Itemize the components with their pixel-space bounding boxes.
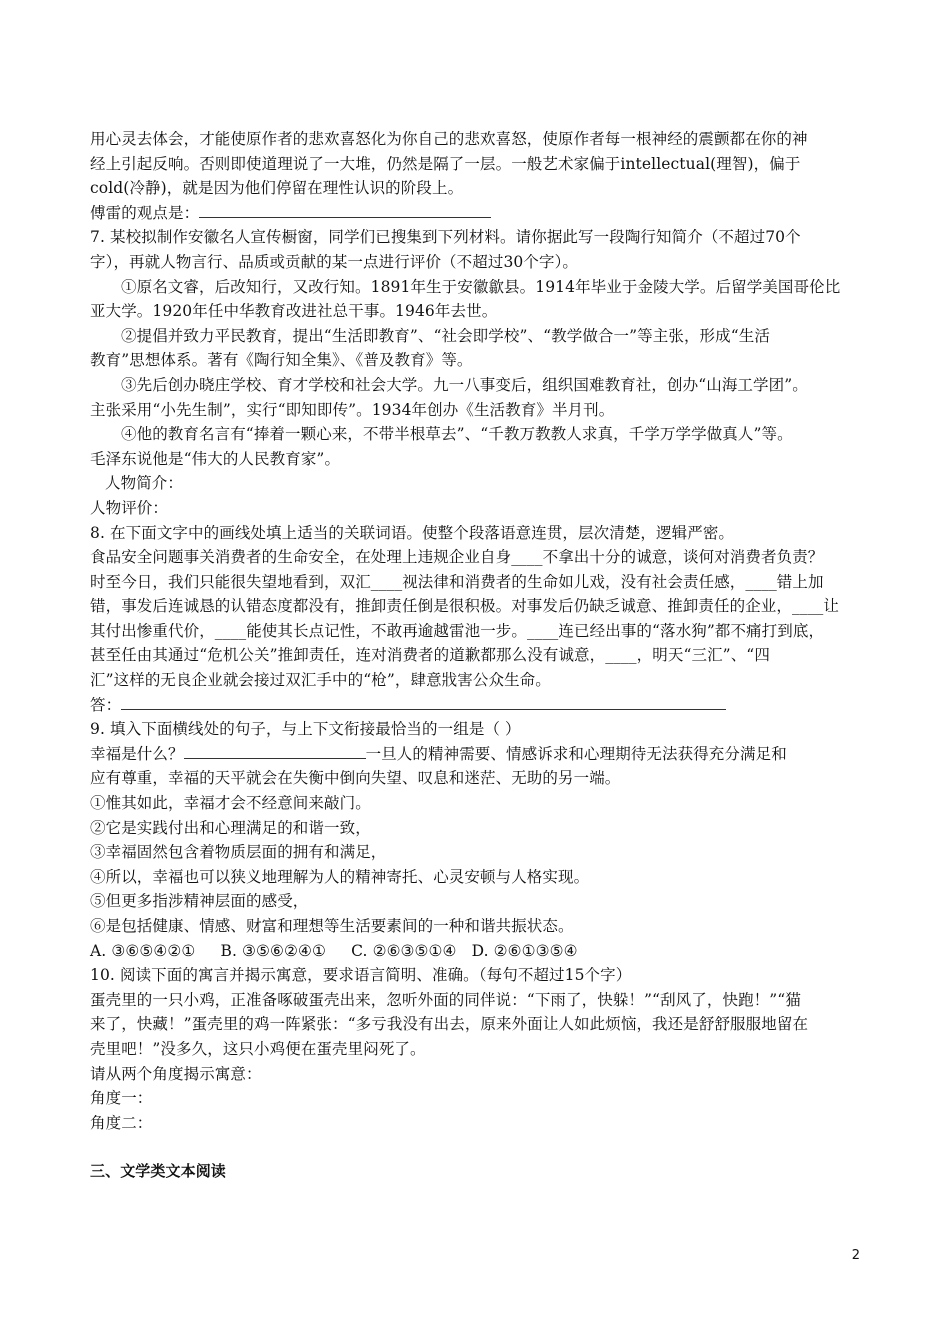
text-line: 错，事发后连诚恳的认错态度都没有，推卸责任倒是很积极。对事发后仍缺乏诚意、推卸责任的企业，____让: [90, 597, 840, 616]
fill-blank[interactable]: [184, 742, 366, 759]
text-line: 请从两个角度揭示寓意：: [90, 1064, 262, 1083]
text-line: 教育”思想体系。著有《陶行知全集》、《普及教育》等。: [90, 351, 473, 370]
option-sentence: ③幸福固然包含着物质层面的拥有和满足，: [90, 843, 387, 862]
option-sentence: ②它是实践付出和心理满足的和谐一致，: [90, 818, 371, 837]
text-line: 甚至任由其通过“危机公关”推卸责任，连对消费者的道歉都那么没有诚意，____，明天“三汇”、“四: [90, 646, 770, 665]
answer-line-fu-lei: [90, 201, 865, 226]
stem-start: 幸福是什么？: [90, 744, 184, 763]
option-sentence: ⑤但更多指涉精神层面的感受，: [90, 892, 309, 911]
text-line: 毛泽东说他是“伟大的人民教育家”。: [90, 449, 341, 468]
material-1: ①原名文睿，后改知行，又改行知。1891年生于安徽歙县。1914年毕业于金陵大学。后留学美国哥伦比: [121, 277, 841, 296]
text-line: 亚大学。1920年任中华教育改进社总干事。1946年去世。: [90, 302, 498, 321]
material-4: ④他的教育名言有“捧着一颗心来，不带半根草去”、“千教万教教人求真，千学万学学做真人”等。: [121, 425, 793, 444]
answer-blank[interactable]: [121, 693, 726, 710]
question-10-title: 10. 阅读下面的寓言并揭示寓意，要求语言简明、准确。（每句不超过15个字）: [90, 966, 632, 985]
question-7-title: 7. 某校拟制作安徽名人宣传橱窗，同学们已搜集到下列材料。请你据此写一段陶行知简介（不超过70个: [90, 228, 801, 247]
answer-blank[interactable]: [199, 201, 491, 218]
answer-label: 傅雷的观点是：: [90, 203, 200, 222]
text-line: 蛋壳里的一只小鸡，正准备啄破蛋壳出来，忽听外面的同伴说：“下雨了，快躲！”“刮风了，快跑！”“猫: [90, 990, 801, 1009]
text-line: 其付出惨重代价，____能使其长点记性，不敢再逾越雷池一步。____连已经出事的“落水狗”都不痛打到底，: [90, 621, 825, 640]
text-line: 字），再就人物言行、品质或贡献的某一点进行评价（不超过30个字）。: [90, 252, 579, 271]
angle-two-label: 角度二：: [90, 1113, 153, 1132]
material-2: ②提倡并致力平民教育，提出“生活即教育”、“社会即学校”、“教学做合一”等主张，形成“生活: [121, 326, 770, 345]
text-line: 主张采用“小先生制”，实行“即知即传”。1934年创办《生活教育》半月刊。: [90, 400, 615, 419]
question-8-title: 8. 在下面文字中的画线处填上适当的关联词语。使整个段落语意连贯，层次清楚，逻辑严密。: [90, 523, 735, 542]
option-sentence: ④所以，幸福也可以狭义地理解为人的精神寄托、心灵安顿与人格实现。: [90, 867, 590, 886]
text-line: 经上引起反响。否则即使道理说了一大堆，仍然是隔了一层。一般艺术家偏于intellectual(理智)，偏于: [90, 154, 801, 173]
text-line: 应有尊重，幸福的天平就会在失衡中倒向失望、叹息和迷茫、无助的另一端。: [90, 769, 621, 788]
text-line: 汇”这样的无良企业就会接过双汇手中的“枪”，肆意戕害公众生命。: [90, 671, 551, 690]
question-9-stem: [90, 742, 865, 767]
text-line: 食品安全问题事关消费者的生命安全，在处理上违规企业自身____不拿出十分的诚意，谈何对消费者负责？: [90, 548, 824, 567]
profile-label: 人物简介：: [105, 474, 184, 493]
text-line: 时至今日，我们只能很失望地看到，双汇____视法律和消费者的生命如儿戏，没有社会责任感，____错上加: [90, 572, 824, 591]
answer-label: 答：: [90, 695, 122, 714]
option-sentence: ⑥是包括健康、情感、财富和理想等生活要素间的一种和谐共振状态。: [90, 917, 574, 935]
stem-end: 一旦人的精神需要、情感诉求和心理期待无法获得充分满足和: [365, 744, 787, 763]
page-number: 2: [851, 1248, 860, 1263]
answer-line-q8: [90, 693, 865, 718]
text-line: cold(冷静)，就是因为他们停留在理性认识的阶段上。: [90, 179, 464, 198]
section-heading: 三、文学类文本阅读: [90, 1162, 226, 1181]
text-line: 壳里吧！”没多久，这只小鸡便在蛋壳里闷死了。: [90, 1039, 426, 1058]
angle-one-label: 角度一：: [90, 1089, 153, 1108]
option-sentence: ①惟其如此，幸福才会不经意间来敲门。: [90, 794, 371, 813]
material-3: ③先后创办晓庄学校、育才学校和社会大学。九一八事变后，组织国难教育社，创办“山海工学团”。: [121, 375, 808, 394]
text-line: 用心灵去体会，才能使原作者的悲欢喜怒化为你自己的悲欢喜怒，使原作者每一根神经的震颤都在你的神: [90, 130, 808, 148]
document-body: [90, 127, 865, 1184]
answer-choices: A. ③⑥⑤④②① B. ③⑤⑥②④① C. ②⑥③⑤①④ D. ②⑥①③⑤④: [90, 941, 578, 960]
evaluation-label: 人物评价：: [90, 498, 169, 517]
text-line: 来了，快藏！”蛋壳里的鸡一阵紧张：“多亏我没有出去，原来外面让人如此烦恼，我还是舒舒服服地留在: [90, 1015, 809, 1034]
question-9-title: 9. 填入下面横线处的句子，与上下文衔接最恰当的一组是（ ）: [90, 720, 521, 739]
